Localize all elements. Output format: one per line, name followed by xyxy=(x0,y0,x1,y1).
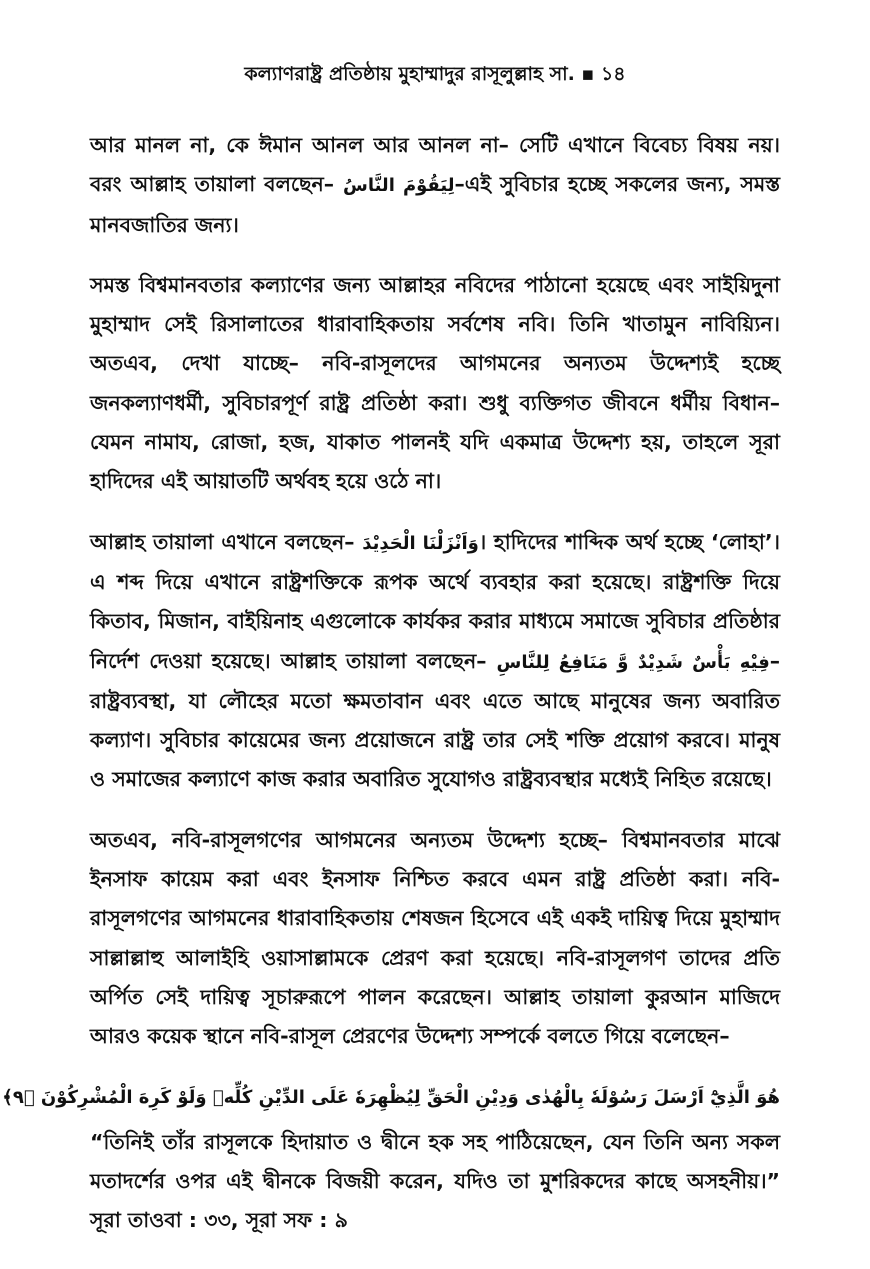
paragraph-3-text-b: । হাদিদের শাব্দিক অর্থ হচ্ছে ‘লোহা’। এ শব্দ দিয়ে এখানে রাষ্ট্রশক্তিকে রূপক অর্থে ব্যবহার করা হয়েছে। রাষ্ট্রশক্তি দিয়ে কিতাব, মিজান, বাইয়িনাহ এগুলোকে কার্যকর করার মাধ্যমে সমাজে সুবিচার প্রতিষ্ঠার নির্দেশ দেওয়া হয়েছে। আল্লাহ তায়ালা বলছেন– xyxy=(90,529,780,673)
paragraph-1 xyxy=(90,126,780,245)
verse-translation xyxy=(90,1123,780,1241)
quran-verse xyxy=(2,1078,780,1117)
arabic-phrase-liyaqumannas: لِيَقُوْمَ النَّاسُ xyxy=(342,175,455,197)
paragraph-1-text-a: আর মানল না, কে ঈমান আনল আর আনল না– সেটি এখানে বিবেচ্য বিষয় নয়। বরং আল্লাহ তায়ালা বলছেন– xyxy=(90,133,780,197)
paragraph-2-text: সমস্ত বিশ্বমানবতার কল্যাণের জন্য আল্লাহর নবিদের পাঠানো হয়েছে এবং সাইয়িদুনা মুহাম্মাদ সেই রিসালাতের ধারাবাহিকতায় সর্বশেষ নবি। তিনি খাতামুন নাবিয়্যিন। অতএব, দেখা যাচ্ছে– নবি-রাসূলদের আগমনের অন্যতম উদ্দেশ্যই হচ্ছে জনকল্যাণধর্মী, সুবিচারপূর্ণ রাষ্ট্র প্রতিষ্ঠা করা। শুধু ব্যক্তিগত জীবনে ধর্মীয় বিধান– যেমন নামায, রোজা, হজ, যাকাত পালনই যদি একমাত্র উদ্দেশ্য হয়, তাহলে সূরা হাদিদের এই আয়াতটি অর্থবহ হয়ে ওঠে না। xyxy=(90,272,780,494)
arabic-phrase-fihi-basun: فِيْهِ بَأْسٌ شَدِيْدٌ وَّ مَنَافِعُ لِلنَّاسِ xyxy=(496,651,770,673)
quran-verse-arabic: هُوَ الَّذِيْٓ اَرْسَلَ رَسُوْلَهٗ بِالْهُدٰى وَدِيْنِ الْحَقِّ لِيُظْهِرَهٗ عَلَى الدِّيْنِ كُلِّهٖ وَلَوْ كَرِهَ الْمُشْرِكُوْنَ ﴿۹﴾ xyxy=(2,1086,780,1108)
arabic-phrase-anzalnal-hadid: وَاَنْزَلْنَا الْحَدِيْدَ xyxy=(362,532,479,554)
paragraph-4-text: অতএব, নবি-রাসূলগণের আগমনের অন্যতম উদ্দেশ্য হচ্ছে– বিশ্বমানবতার মাঝে ইনসাফ কায়েম করা এবং ইনসাফ নিশ্চিত করবে এমন রাষ্ট্র প্রতিষ্ঠা করা। নবি-রাসূলগণের আগমনের ধারাবাহিকতায় শেষজন হিসেবে এই একই দায়িত্ব দিয়ে মুহাম্মাদ সাল্লাল্লাহু আলাইহি ওয়াসাল্লামকে প্রেরণ করা হয়েছে। নবি-রাসূলগণ তাদের প্রতি অর্পিত সেই দায়িত্ব সূচারুরূপে পালন করেছেন। আল্লাহ তায়ালা কুরআন মাজিদে আরও কয়েক স্থানে নবি-রাসূল প্রেরণের উদ্দেশ্য সম্পর্কে বলতে গিয়ে বলেছেন– xyxy=(90,827,780,1049)
paragraph-3-text-c: –রাষ্ট্রব্যবস্থা, যা লৌহের মতো ক্ষমতাবান এবং এতে আছে মানুষের জন্য অবারিত কল্যাণ। সুবিচার কায়েমের জন্য প্রয়োজনে রাষ্ট্র তার সেই শক্তি প্রয়োগ করবে। মানুষ ও সমাজের কল্যাণে কাজ করার অবারিত সুযোগও রাষ্ট্রব্যবস্থার মধ্যেই নিহিত রয়েছে। xyxy=(90,648,780,792)
verse-translation-text: “তিনিই তাঁর রাসূলকে হিদায়াত ও দ্বীনে হক সহ পাঠিয়েছেন, যেন তিনি অন্য সকল মতাদর্শের ওপর এই দ্বীনকে বিজয়ী করেন, যদিও তা মুশরিকদের কাছে অসহনীয়।” সূরা তাওবা : ৩৩, সূরা সফ : ৯ xyxy=(90,1129,780,1233)
running-title: কল্যাণরাষ্ট্র প্রতিষ্ঠায় মুহাম্মাদুর রাসূলুল্লাহ সা. ▪ ১৪ xyxy=(244,63,626,85)
paragraph-3-text-a: আল্লাহ তায়ালা এখানে বলছেন– xyxy=(90,529,363,554)
paragraph-1-text-b: –এই সুবিচার হচ্ছে সকলের জন্য, সমস্ত মানবজাতির জন্য। xyxy=(90,172,780,237)
paragraph-2 xyxy=(90,266,780,502)
paragraph-3 xyxy=(90,523,780,800)
running-header xyxy=(90,60,780,92)
paragraph-4 xyxy=(90,821,780,1057)
page-body xyxy=(2,126,780,1261)
